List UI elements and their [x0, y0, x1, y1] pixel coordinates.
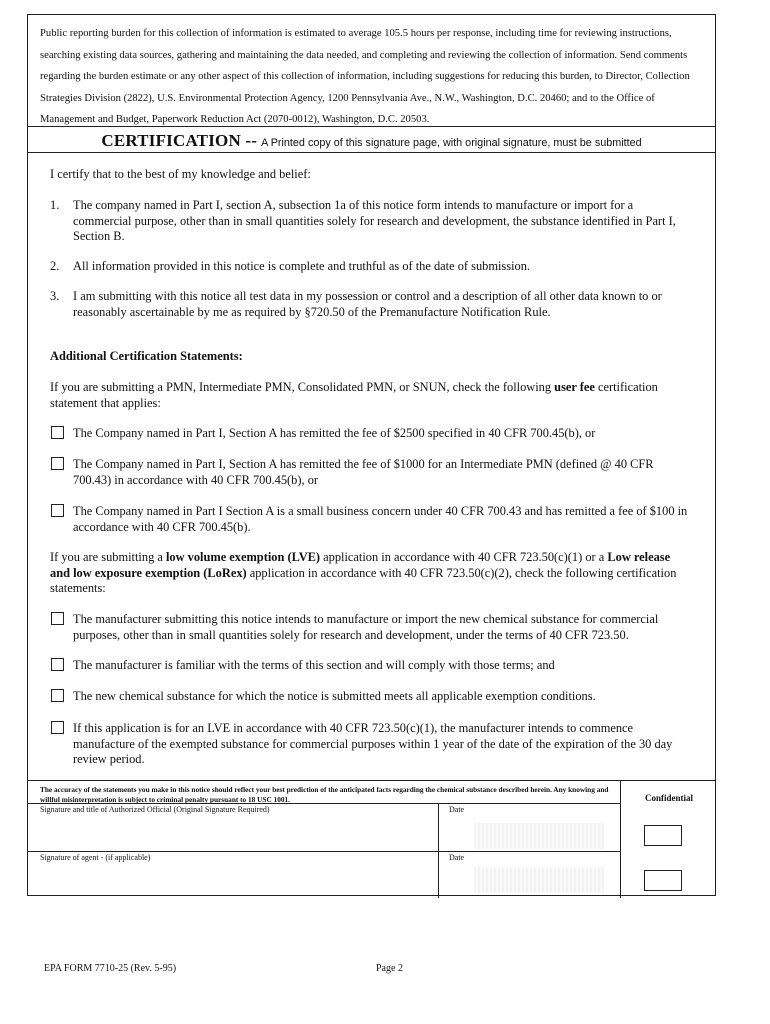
confidential-checkbox-agent[interactable]	[644, 870, 682, 891]
divider	[438, 803, 439, 898]
item-number: 2.	[50, 259, 60, 273]
additional-heading: Additional Certification Statements:	[50, 349, 243, 363]
option-text: The manufacturer submitting this notice intends to manufacture or import the new chemical substance for commercial purposes, other than in small quantities solely for research and development, under the terms of 40 CFR 723.50.	[73, 612, 659, 642]
item-text: The company named in Part I, section A, subsection 1a of this notice form intends to manufacture or import for a commercial purpose, other than in small quantities solely for research and development, the substance identified in Part I, Section B.	[73, 198, 676, 243]
checkbox[interactable]	[51, 612, 64, 625]
text: If you are submitting a	[50, 550, 166, 564]
option-text: If this application is for an LVE in accordance with 40 CFR 723.50(c)(1), the manufacturer intends to commence manufacture of the exempted substance for commercial purposes within 1 year of the date of the expiration of the 30 day review period.	[73, 721, 673, 766]
agent-date-field[interactable]	[474, 867, 604, 893]
text: application in accordance with 40 CFR 723.50(c)(1) or a	[320, 550, 608, 564]
text: If you are submitting a PMN, Intermediate PMN, Consolidated PMN, or SNUN, check the following	[50, 380, 555, 394]
bold-text: Low release and low exposure exemption (LoRex)	[50, 550, 671, 580]
lve-option-commercial	[50, 612, 692, 643]
option-text: The Company named in Part I Section A is a small business concern under 40 CFR 700.43 and has remitted a fee of $100 in accordance with 40 CFR 700.45(b).	[73, 504, 688, 534]
agent-signature-label: Signature of agent - (if applicable)	[40, 853, 151, 862]
item-text: I am submitting with this notice all test data in my possession or control and a description of all other data known to or reasonably ascertainable by me as required by §720.50 of the Premanufacture Notification Rule.	[73, 289, 662, 319]
agent-date-label: Date	[449, 853, 465, 862]
option-text: The Company named in Part I, Section A has remitted the fee of $1000 for an Intermediate PMN (defined @ 40 CFR 700.43) in accordance with 40 CFR 700.45(b), or	[73, 457, 654, 487]
option-text: The Company named in Part I, Section A has remitted the fee of $2500 specified in 40 CFR 700.45(b), or	[73, 426, 596, 440]
official-date-label: Date	[449, 805, 465, 814]
user-fee-intro	[50, 380, 690, 411]
item-text: All information provided in this notice is complete and truthful as of the date of submission.	[73, 259, 530, 273]
item-number: 1.	[50, 198, 60, 212]
checkbox[interactable]	[51, 721, 64, 734]
checkbox[interactable]	[51, 689, 64, 702]
certification-item-2	[50, 259, 690, 275]
fee-option-100	[50, 504, 692, 535]
page-number: Page 2	[376, 963, 403, 974]
signature-block	[28, 780, 715, 898]
lve-intro	[50, 550, 690, 597]
certification-title: CERTIFICATION --	[101, 131, 258, 150]
divider	[620, 781, 621, 898]
checkbox[interactable]	[51, 658, 64, 671]
burden-statement: Public reporting burden for this collection of information is estimated to average 105.5 hours per response, including time for reviewing instructions, searching existing data sources, gathering and maintaining the data needed, and completing and reviewing the collection of information. Send comments regarding the burden estimate or any other aspect of this collection of information, including suggestions for reducing this burden, to Director, Collection Strategies Division (2822), U.S. Environmental Protection Agency, 1200 Pennsylvania Ave., N.W., Washington, D.C. 20460; and to the Office of Management and Budget, Paperwork Reduction Act (2070-0012), Washington, D.C. 20503.	[28, 15, 715, 127]
checkbox[interactable]	[51, 426, 64, 439]
form-frame	[27, 14, 716, 896]
certification-item-1	[50, 198, 690, 245]
bold-text: user fee	[554, 380, 595, 394]
item-number: 3.	[50, 289, 60, 303]
divider	[28, 803, 620, 804]
accuracy-notice: The accuracy of the statements you make in this notice should reflect your best prediction of the anticipated facts regarding the chemical substance described herein. Any knowing and willful misinterpretation is subject to criminal penalty pursuant to 18 USC 1001.	[40, 785, 609, 804]
fee-option-1000	[50, 457, 692, 488]
checkbox[interactable]	[51, 457, 64, 470]
official-signature-label: Signature and title of Authorized Official (Original Signature Required)	[40, 805, 270, 814]
form-number: EPA FORM 7710-25 (Rev. 5-95)	[44, 963, 177, 974]
certification-subtitle: A Printed copy of this signature page, with original signature, must be submitted	[261, 137, 642, 149]
bold-text: low volume exemption (LVE)	[165, 550, 321, 564]
text: application in accordance with 40 CFR 723.50(c)(2), check the following certification statements:	[50, 565, 677, 595]
confidential-checkbox-official[interactable]	[644, 825, 682, 846]
lve-option-conditions	[50, 689, 692, 705]
fee-option-2500	[50, 426, 692, 442]
checkbox[interactable]	[51, 504, 64, 517]
option-text: The manufacturer is familiar with the terms of this section and will comply with those terms; and	[73, 658, 555, 672]
certification-intro: I certify that to the best of my knowledge and belief:	[50, 167, 311, 181]
option-text: The new chemical substance for which the notice is submitted meets all applicable exemption conditions.	[73, 689, 596, 703]
lve-option-commence	[50, 721, 692, 768]
certification-item-3	[50, 289, 690, 320]
confidential-label: Confidential	[645, 793, 694, 803]
text: certification statement that applies:	[50, 380, 658, 410]
lve-option-terms	[50, 658, 692, 674]
divider	[28, 851, 620, 852]
official-date-field[interactable]	[474, 823, 604, 849]
divider	[28, 152, 715, 153]
certification-heading	[28, 131, 715, 151]
